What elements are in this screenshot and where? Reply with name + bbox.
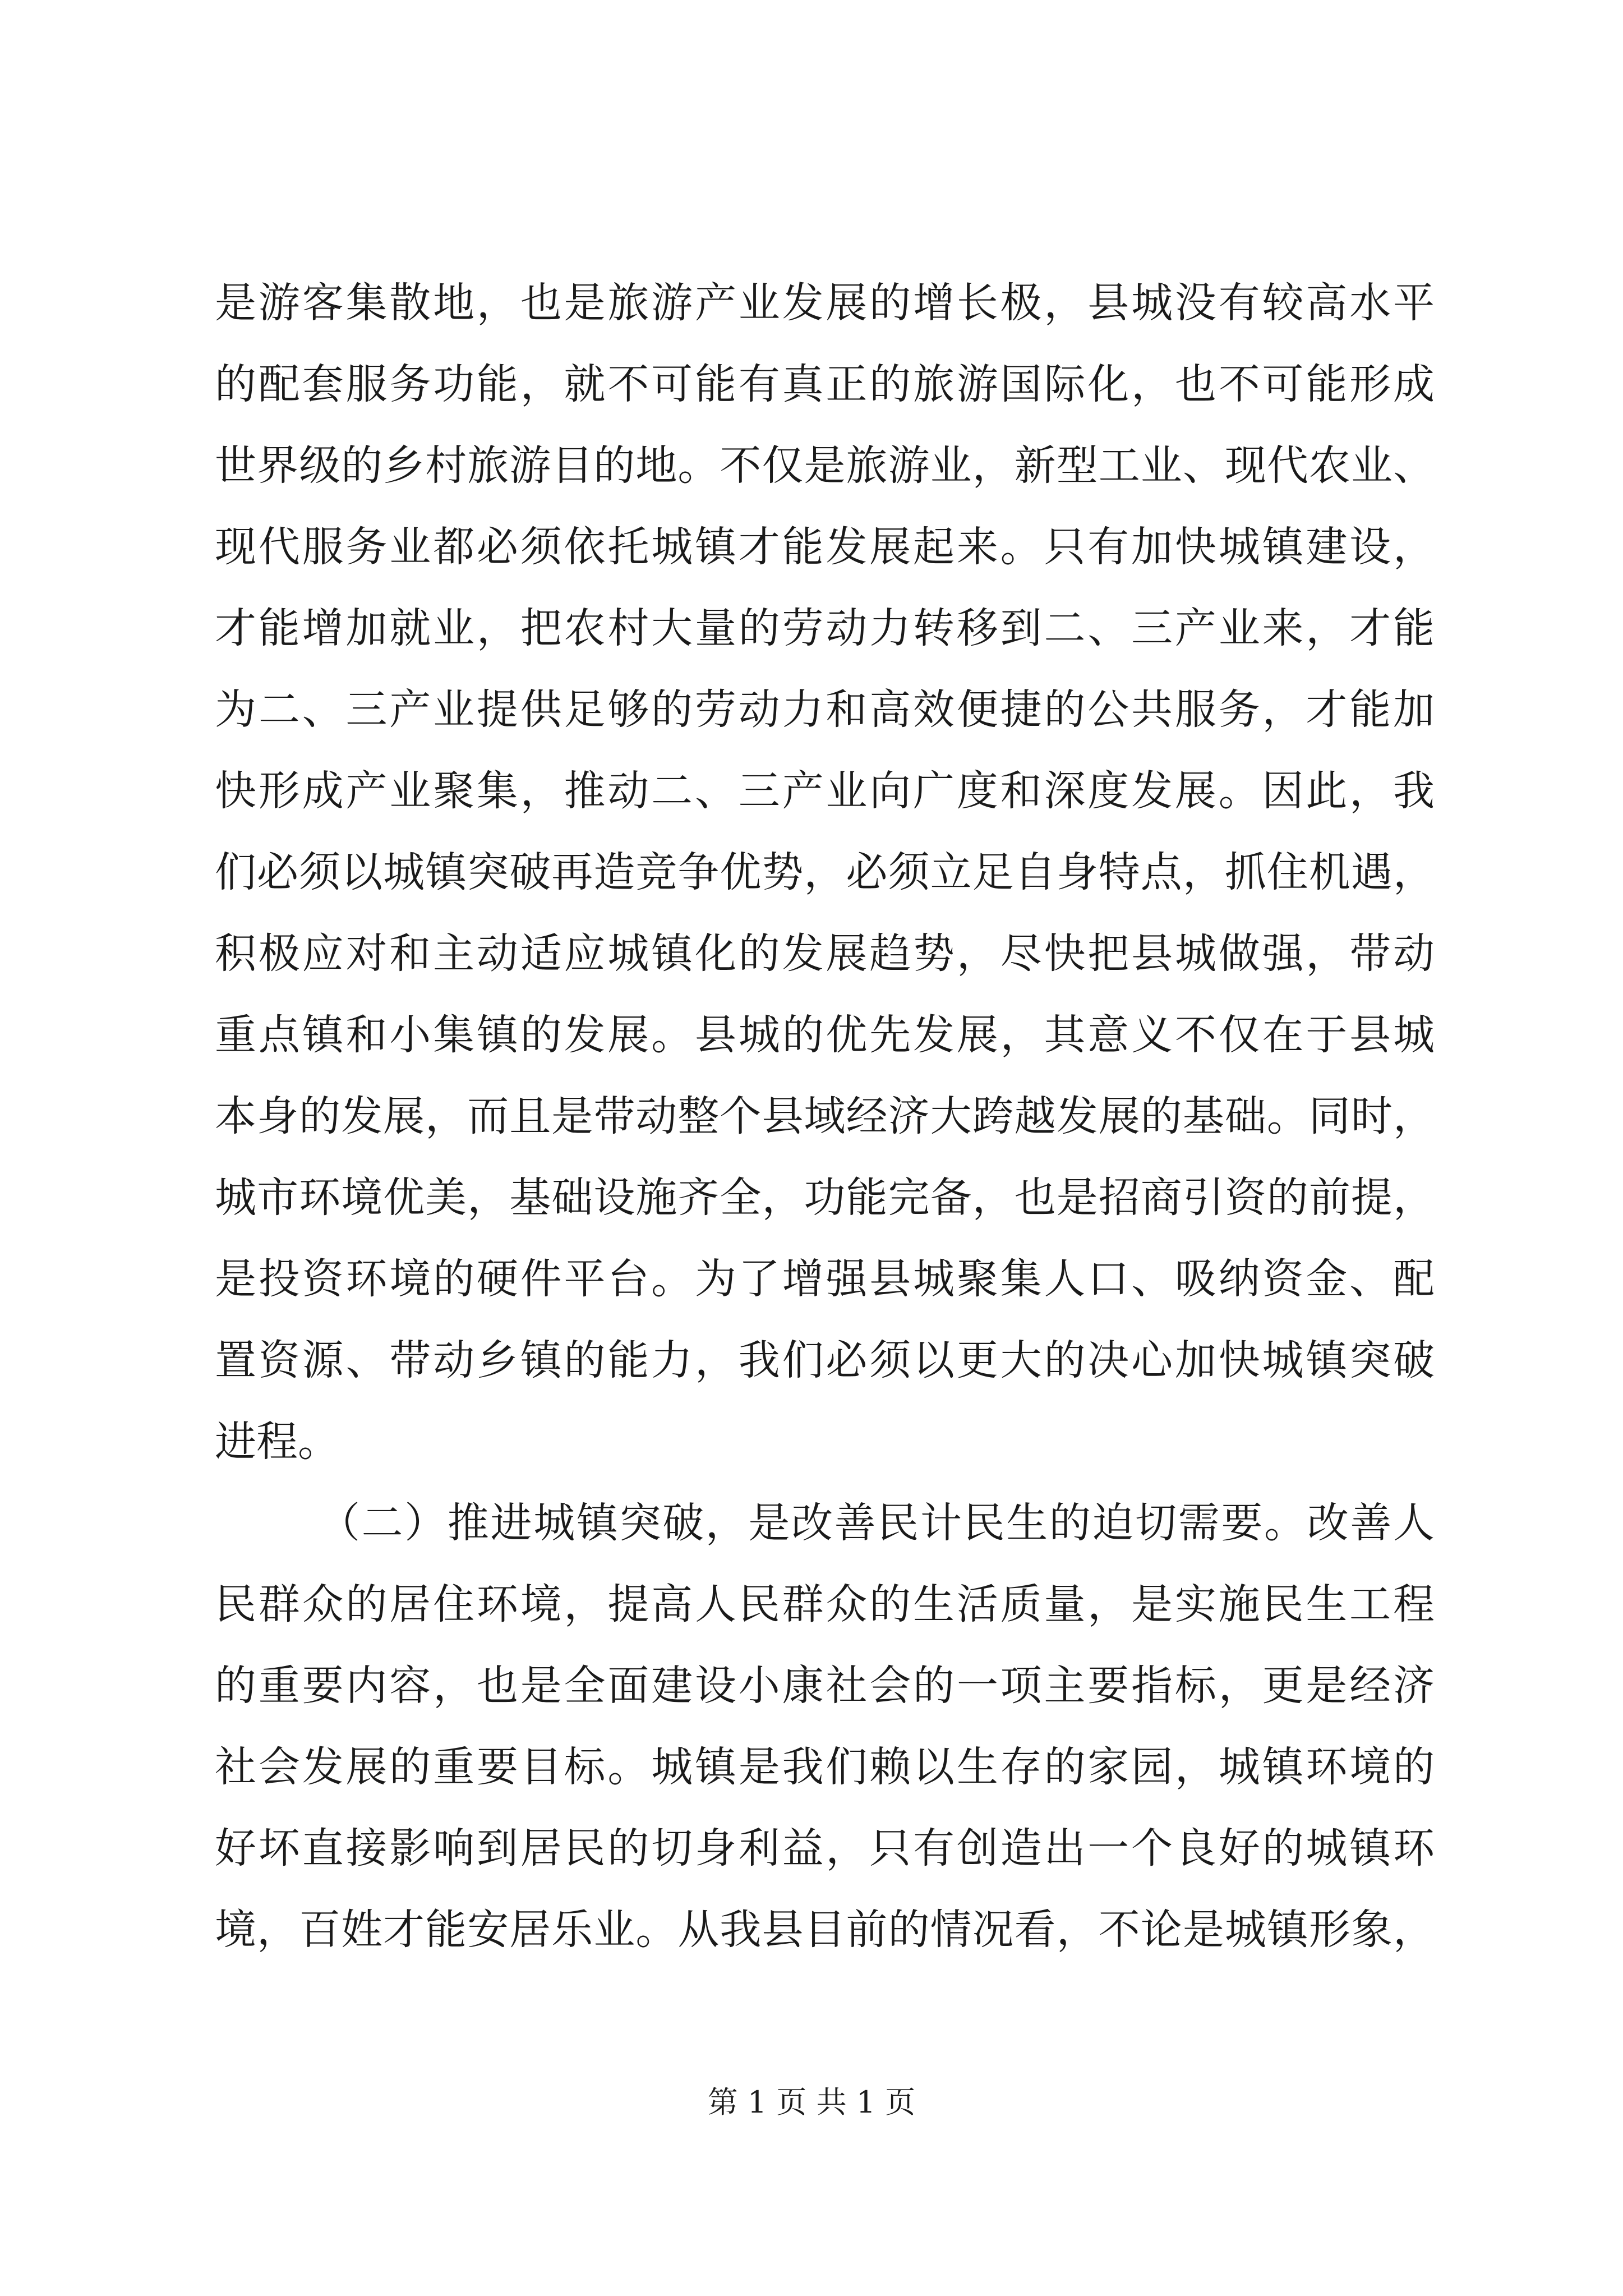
text-line: 快形成产业聚集，推动二、三产业向广度和深度发展。因此，我 [215,767,1435,815]
text-line: 城市环境优美，基础设施齐全，功能完备，也是招商引资的前提， [215,1174,1435,1222]
text-line: 境，百姓才能安居乐业。从我县目前的情况看，不论是城镇形象， [215,1906,1435,1954]
text-line: 置资源、带动乡镇的能力，我们必须以更大的决心加快城镇突破 [215,1336,1435,1384]
text-line: 现代服务业都必须依托城镇才能发展起来。只有加快城镇建设， [215,523,1435,571]
text-line: 才能增加就业，把农村大量的劳动力转移到二、三产业来，才能 [215,604,1435,652]
text-line: 社会发展的重要目标。城镇是我们赖以生存的家园，城镇环境的 [215,1743,1435,1791]
text-line: 民群众的居住环境，提高人民群众的生活质量，是实施民生工程 [215,1580,1435,1628]
text-line: 好坏直接影响到居民的切身利益，只有创造出一个良好的城镇环 [215,1824,1435,1872]
text-line: 是游客集散地，也是旅游产业发展的增长极，县城没有较高水平 [215,279,1435,327]
text-line: 进程。 [215,1418,339,1466]
text-line: 们必须以城镇突破再造竞争优势，必须立足自身特点，抓住机遇， [215,848,1435,896]
text-line: 积极应对和主动适应城镇化的发展趋势，尽快把县城做强，带动 [215,930,1435,978]
text-line: 是投资环境的硬件平台。为了增强县城聚集人口、吸纳资金、配 [215,1255,1435,1303]
text-line: 的配套服务功能，就不可能有真正的旅游国际化，也不可能形成 [215,360,1435,408]
text-line: 重点镇和小集镇的发展。县城的优先发展，其意义不仅在于县城 [215,1011,1435,1059]
text-line: 为二、三产业提供足够的劳动力和高效便捷的公共服务，才能加 [215,685,1435,734]
text-line: 本身的发展，而且是带动整个县域经济大跨越发展的基础。同时， [215,1092,1435,1140]
paragraph-heading-line: （二）推进城镇突破，是改善民计民生的迫切需要。改善人 [319,1499,1435,1547]
text-line: 的重要内容，也是全面建设小康社会的一项主要指标，更是经济 [215,1662,1435,1710]
text-line: 世界级的乡村旅游目的地。不仅是旅游业，新型工业、现代农业、 [215,441,1435,490]
body-text [215,263,1435,1971]
page-number-footer: 第 1 页 共 1 页 [707,2085,916,2120]
